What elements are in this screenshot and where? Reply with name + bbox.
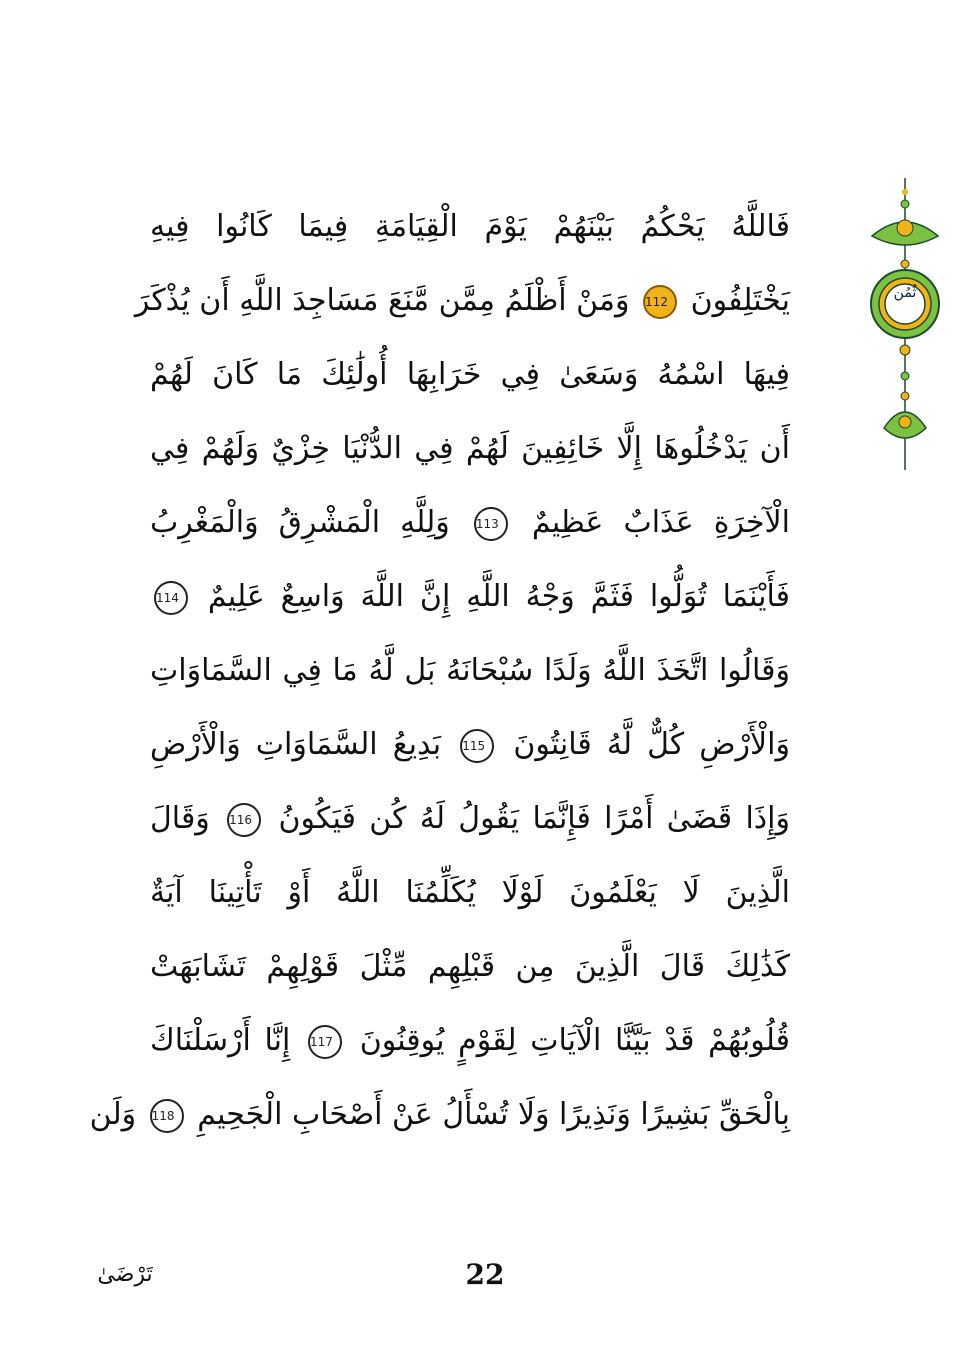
quran-line [150,930,790,1004]
verse-text: فِيهَا اسْمُهُ وَسَعَىٰ فِي خَرَابِهَا أُولَٰئِكَ مَا كَانَ لَهُمْ [150,357,790,392]
verse-text: وَقَالَ [150,801,210,836]
verse-text: بَدِيعُ السَّمَاوَاتِ وَالْأَرْضِ [150,727,442,762]
verse-text: إِنَّا أَرْسَلْنَاكَ [150,1023,291,1058]
quran-line [150,338,790,412]
verse-number-marker: 112 [643,285,677,319]
quran-line [150,190,790,264]
verse-text: قُلُوبُهُمْ قَدْ بَيَّنَّا الْآيَاتِ لِقَوْمٍ يُوقِنُونَ [359,1023,790,1058]
verse-text: وَالْأَرْضِ كُلٌّ لَّهُ قَانِتُونَ [513,727,790,762]
page-number: 22 [465,1258,505,1291]
quran-line [150,856,790,930]
quran-text-block [89,190,790,1150]
quran-line [150,708,790,782]
verse-text: يَخْتَلِفُونَ [690,283,790,318]
verse-number-marker: 118 [150,1099,184,1133]
catchword: تَرْضَىٰ [97,1262,153,1287]
quran-line [134,264,790,338]
verse-text: كَذَٰلِكَ قَالَ الَّذِينَ مِن قَبْلِهِم مِّثْلَ قَوْلِهِمْ تَشَابَهَتْ [150,949,790,984]
verse-number-marker: 115 [460,729,494,763]
verse-text: وَإِذَا قَضَىٰ أَمْرًا فَإِنَّمَا يَقُولُ لَهُ كُن فَيَكُونُ [278,801,790,836]
verse-number-marker: 116 [227,803,261,837]
verse-text: أَن يَدْخُلُوهَا إِلَّا خَائِفِينَ لَهُمْ فِي الدُّنْيَا خِزْيٌ وَلَهُمْ فِي [150,431,790,466]
quran-line [150,1004,790,1078]
quran-line [150,782,790,856]
verse-text: وَلَن [89,1097,137,1132]
quran-line [150,634,790,708]
quran-line [89,1078,790,1152]
verse-text: وَمَنْ أَظْلَمُ مِمَّن مَّنَعَ مَسَاجِدَ اللَّهِ أَن يُذْكَرَ [134,283,630,318]
quran-line [150,560,790,634]
floral-hizb-ornament-icon [862,178,948,470]
verse-text: وَقَالُوا اتَّخَذَ اللَّهُ وَلَدًا سُبْحَانَهُ بَل لَّهُ مَا فِي السَّمَاوَاتِ [150,653,790,688]
verse-text: الْآخِرَةِ عَذَابٌ عَظِيمٌ [531,505,790,540]
verse-number-marker: 113 [474,507,508,541]
verse-text: وَلِلَّهِ الْمَشْرِقُ وَالْمَغْرِبُ [150,505,450,540]
hizb-label: ثُمُن [893,285,917,301]
verse-number-marker: 114 [154,581,188,615]
verse-text: بِالْحَقِّ بَشِيرًا وَنَذِيرًا وَلَا تُسْأَلُ عَنْ أَصْحَابِ الْجَحِيمِ [197,1097,790,1132]
verse-text: فَاللَّهُ يَحْكُمُ بَيْنَهُمْ يَوْمَ الْقِيَامَةِ فِيمَا كَانُوا فِيهِ [150,209,790,244]
verse-text: الَّذِينَ لَا يَعْلَمُونَ لَوْلَا يُكَلِّمُنَا اللَّهُ أَوْ تَأْتِينَا آيَةٌ [150,875,790,910]
quran-line [150,412,790,486]
quran-line [150,486,790,560]
verse-text: فَأَيْنَمَا تُوَلُّوا فَثَمَّ وَجْهُ اللَّهِ إِنَّ اللَّهَ وَاسِعٌ عَلِيمٌ [207,579,790,614]
verse-number-marker: 117 [308,1025,342,1059]
